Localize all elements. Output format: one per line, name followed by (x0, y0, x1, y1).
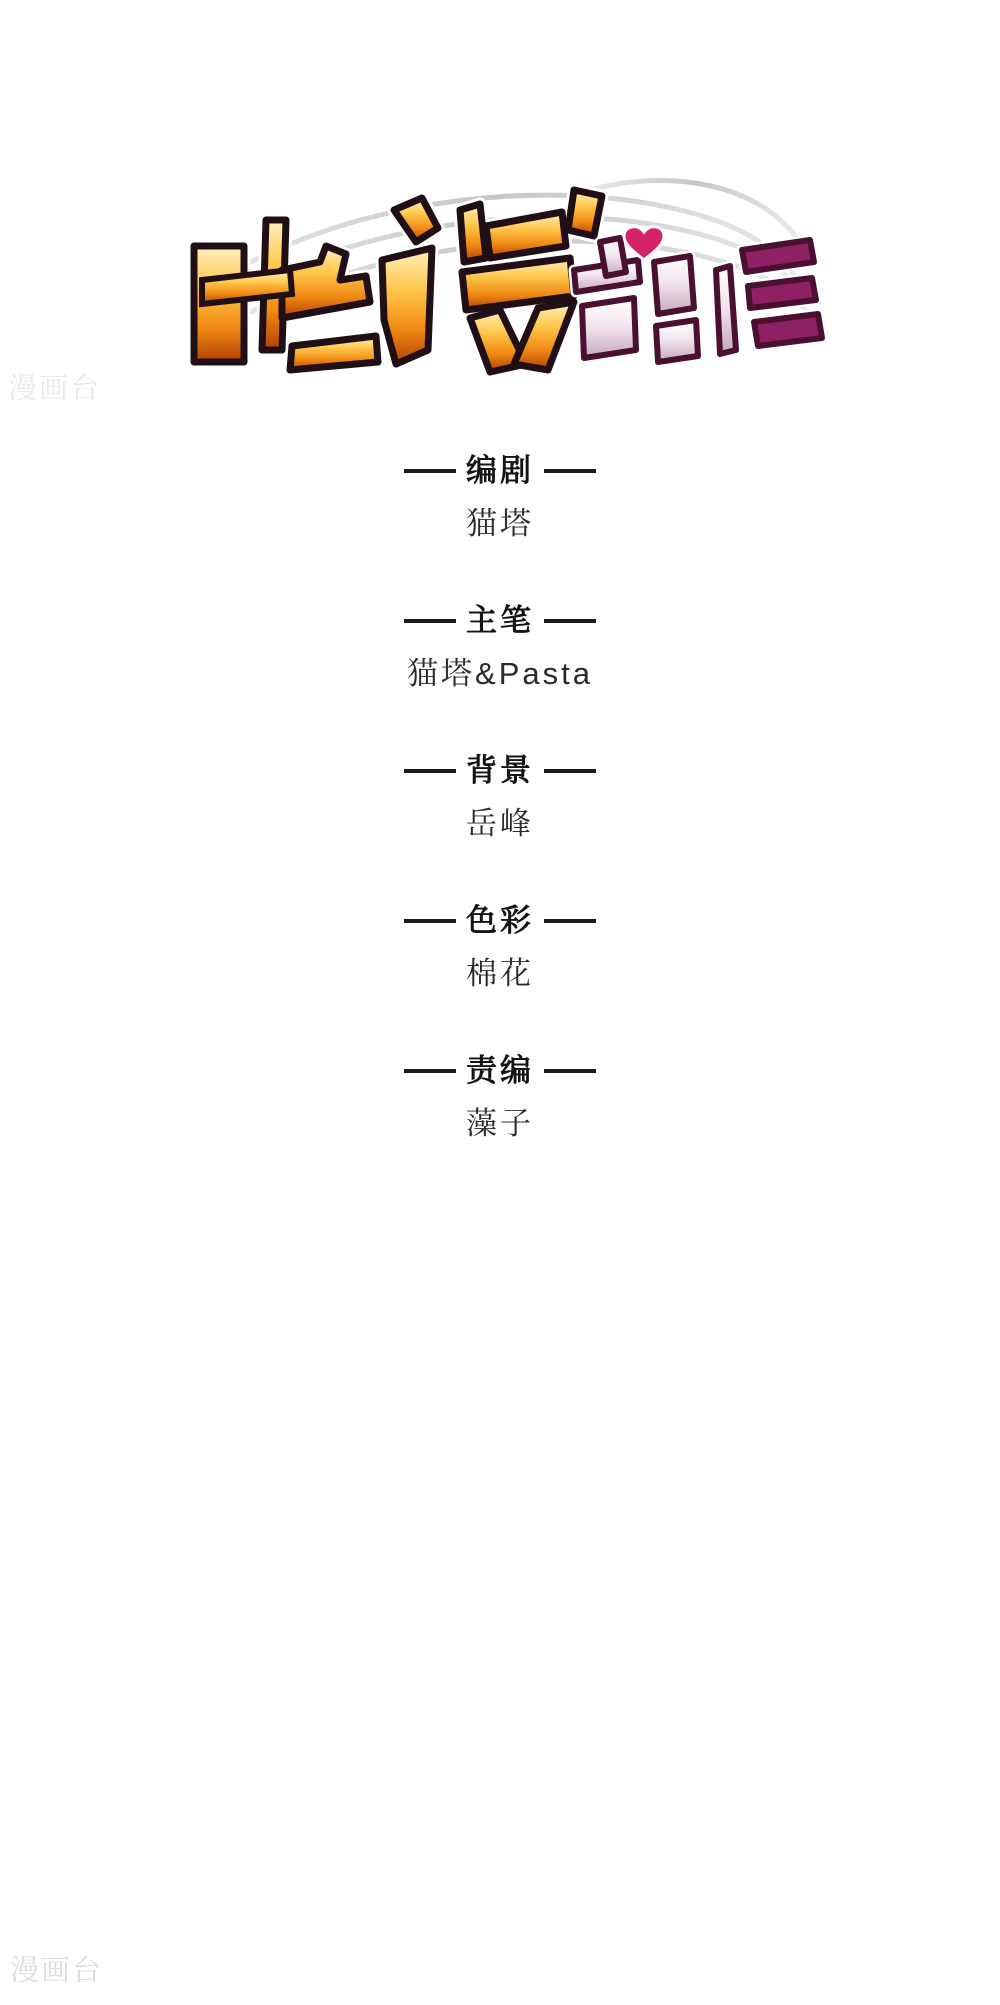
logo-char-yu (382, 190, 602, 372)
rule-right-icon (544, 1069, 596, 1073)
credit-entry-editor (0, 1055, 1000, 1139)
credit-entry-scriptwriter (0, 455, 1000, 539)
credit-role-label: 背景 (466, 753, 534, 788)
logo-char-di (194, 220, 378, 370)
credit-name-value: 猫塔&Pasta (407, 656, 593, 691)
credit-role-label: 主笔 (466, 603, 534, 638)
rule-right-icon (544, 469, 596, 473)
credit-role-line (0, 1055, 1000, 1086)
rule-left-icon (404, 1069, 456, 1073)
credit-name-value: 岳峰 (466, 806, 534, 841)
title-logo (0, 150, 1000, 410)
watermark-top: 漫画台 (8, 373, 102, 405)
credit-role-label: 色彩 (466, 903, 534, 938)
rule-left-icon (404, 919, 456, 923)
credit-name-value: 藻子 (466, 1106, 534, 1141)
rule-right-icon (544, 769, 596, 773)
credit-role-label: 责编 (466, 1053, 534, 1088)
credits-list (0, 455, 1000, 1139)
credit-role-line (0, 605, 1000, 636)
credit-role-line (0, 755, 1000, 786)
watermark-bottom: 漫画台 (10, 1955, 104, 1987)
credit-name-value: 棉花 (466, 956, 534, 991)
credit-role-line (0, 455, 1000, 486)
title-logo-artwork (170, 150, 830, 400)
rule-right-icon (544, 919, 596, 923)
rule-left-icon (404, 769, 456, 773)
heart-icon (624, 227, 664, 260)
credit-entry-lead-artist (0, 605, 1000, 689)
logo-char-gaobaishi (574, 227, 822, 362)
rule-left-icon (404, 469, 456, 473)
credit-role-line (0, 905, 1000, 936)
rule-right-icon (544, 619, 596, 623)
credit-entry-background (0, 755, 1000, 839)
rule-left-icon (404, 619, 456, 623)
credit-role-label: 编剧 (466, 453, 534, 488)
credit-name-value: 猫塔 (466, 506, 534, 541)
credit-entry-color (0, 905, 1000, 989)
